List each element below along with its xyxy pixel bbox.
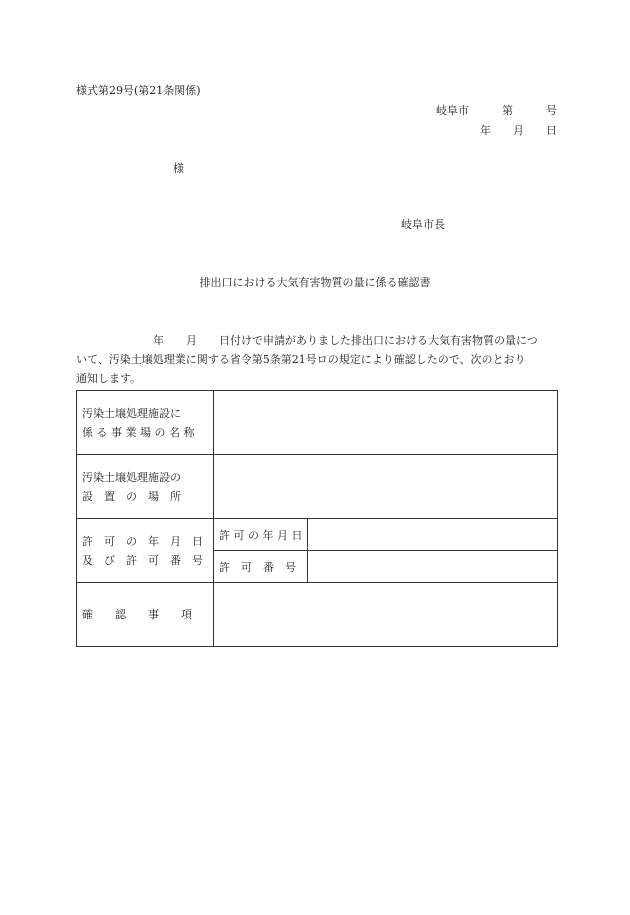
table-row bbox=[77, 583, 558, 647]
body-text bbox=[76, 331, 558, 388]
facility-name-field[interactable] bbox=[214, 391, 558, 455]
permit-date-label: 許 可 の 年 月 日 bbox=[214, 519, 308, 551]
body-line: 年 月 日付けで申請がありました排出口における大気有害物質の量につ bbox=[76, 334, 538, 347]
date-line: 年 月 日 bbox=[480, 124, 557, 137]
facility-location-field[interactable] bbox=[214, 455, 558, 519]
table-row bbox=[77, 455, 558, 519]
table-row bbox=[77, 391, 558, 455]
body-line: いて、汚染土壌処理業に関する省令第5条第21号ロの規定により確認したので、次のとおり bbox=[76, 353, 526, 366]
issuer-name: 岐阜市長 bbox=[401, 218, 445, 231]
permit-number-label: 許 可 番 号 bbox=[214, 551, 308, 583]
addressee: 様 bbox=[173, 162, 184, 175]
confirmation-table bbox=[76, 390, 558, 647]
table-row bbox=[77, 519, 558, 551]
issuer-number-line: 岐阜市 第 号 bbox=[436, 104, 557, 117]
document-title: 排出口における大気有害物質の量に係る確認書 bbox=[199, 276, 431, 289]
form-number: 様式第29号(第21条関係) bbox=[76, 84, 201, 97]
confirmation-label: 確 認 事 項 bbox=[77, 583, 214, 647]
permit-number-field[interactable] bbox=[308, 551, 558, 583]
permit-label: 許 可 の 年 月 日 及 び 許 可 番 号 bbox=[77, 519, 214, 583]
body-line: 通知します。 bbox=[76, 372, 142, 385]
facility-name-label: 汚染土壌処理施設に 係 る 事 業 場 の 名 称 bbox=[77, 391, 214, 455]
facility-location-label: 汚染土壌処理施設の 設 置 の 場 所 bbox=[77, 455, 214, 519]
confirmation-field[interactable] bbox=[214, 583, 558, 647]
permit-date-field[interactable] bbox=[308, 519, 558, 551]
